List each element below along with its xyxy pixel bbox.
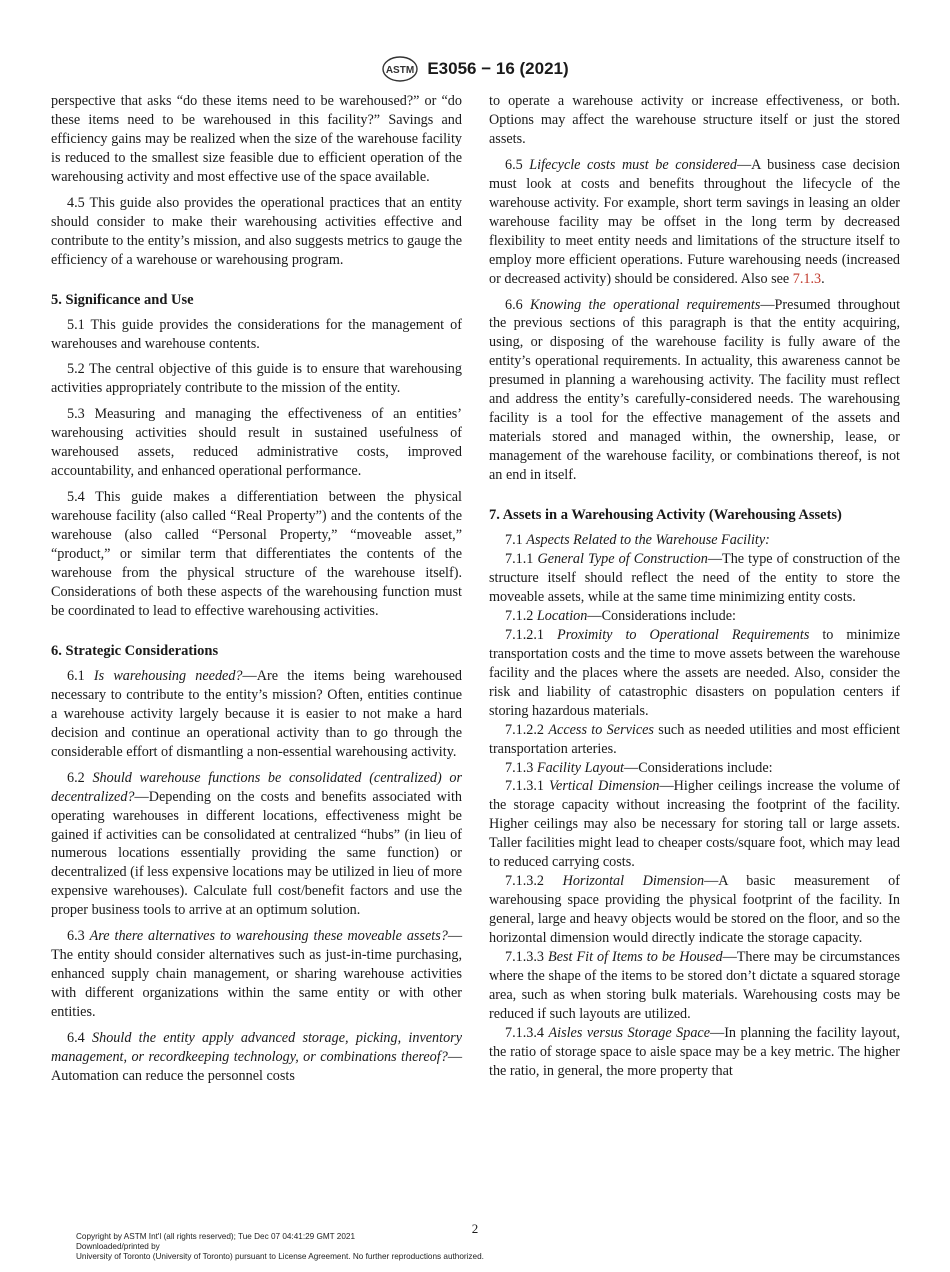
paragraph-7-1-3-1: 7.1.3.1 Vertical Dimension—Higher ceilings increase the volume of the storage capacity without increasing the footprint of the facility. Higher ceilings may also be necessary for storing tall or large assets. Taller facilities might lead to cheaper costs/square foot, which may lead to reduced carrying costs. xyxy=(489,778,901,871)
paragraph-7-1-2-2: 7.1.2.2 Access to Services such as needed utilities and most efficient transportation arteries. xyxy=(489,721,900,757)
section-5-heading: 5. Significance and Use xyxy=(51,291,194,308)
standard-designation: E3056 − 16 (2021) xyxy=(427,59,569,78)
section-6-heading: 6. Strategic Considerations xyxy=(51,642,219,659)
paragraph-7-1-3-3: 7.1.3.3 Best Fit of Items to be Housed—There may be circumstances where the shape of the items to be stored don’t dictate a squared storage area, such as when storing bulk materials. Warehousing costs may be reduced if such layouts are utilized. xyxy=(489,949,901,1022)
paragraph-6-5: 6.5 Lifecycle costs must be considered—A business case decision must look at costs and benefits throughout the lifecycle of the warehouse activity. For example, short term savings in leasing an older warehouse facility may be offset in the long term by decreased flexibility to meet entity needs and limitations of the structure itself to employ more efficient operations. Future warehousing needs (increased or decreased activity) should be considered. Also see 7.1.3. xyxy=(489,156,901,287)
page-header xyxy=(0,56,950,84)
paragraph-7-1: 7.1 Aspects Related to the Warehouse Facility: xyxy=(505,532,770,549)
copyright-footer xyxy=(76,1232,484,1262)
section-7-heading: 7. Assets in a Warehousing Activity (Warehousing Assets) xyxy=(489,507,842,524)
paragraph-5-3: 5.3 Measuring and managing the effectiveness of an entities’ warehousing activities should result in sustained usefulness of warehoused assets, reduced administrative costs, improved accountability, and enhanced operational performance. xyxy=(51,406,462,480)
paragraph-6-6: 6.6 Knowing the operational requirements—Presumed throughout the previous sections of this paragraph is that the entity acquiring, using, or disposing of the warehouse facility is fully aware of the entity’s operational requirements. In actuality, this awareness cannot be presumed in planning a warehousing activity. The facility must reflect and address the entity’s carefully-considered needs. The warehousing facility is a tool for the effective management of the assets and materials stored and managed within, the ownership, lease, or management of the warehouse facility, or combinations thereof, is not an end in itself. xyxy=(489,296,901,484)
footer-license-line: University of Toronto (University of Toronto) pursuant to License Agreement. No further reproductions authorized. xyxy=(76,1252,484,1261)
left-column xyxy=(51,92,462,1086)
paragraph-5-1: 5.1 This guide provides the considerations for the management of warehouses and warehouse contents. xyxy=(51,316,462,352)
paragraph-5-2: 5.2 The central objective of this guide is to ensure that warehousing activities appropriately contribute to the mission of the entity. xyxy=(51,361,462,397)
paragraph-5-4: 5.4 This guide makes a differentiation between the physical warehouse facility (also called “Real Property”) and the contents of the warehouse (also called “Personal Property,” “moveable asset,” “product,” or similar term that differentiates the contents of the warehouse from the physical structure of the warehouse itself). Considerations of both these aspects of the warehousing function must be coordinated to lead to effective warehousing activities. xyxy=(51,489,462,619)
paragraph-7-1-2: 7.1.2 Location—Considerations include: xyxy=(505,607,736,624)
paragraph-7-1-1: 7.1.1 General Type of Construction—The type of construction of the structure itself should reflect the need of the entity to store the moveable assets, while at the same time minimizing entity costs. xyxy=(489,551,900,605)
paragraph-7-1-3-2: 7.1.3.2 Horizontal Dimension—A basic measurement of warehousing space providing the physical footprint of the facility. In general, large and heavy objects would be stored on the floor, and so the horizontal dimension would directly indicate the storage capacity. xyxy=(489,873,900,947)
paragraph-7-1-3-4: 7.1.3.4 Aisles versus Storage Space—In planning the facility layout, the ratio of storage space to aisle space may be a key metric. The higher the ratio, in general, the more property that xyxy=(489,1024,901,1079)
paragraph-4-5: 4.5 This guide also provides the operational practices that an entity should consider to make their warehousing activities effective and contribute to the entity’s mission, and also suggests metrics to gauge the efficiency of a warehouse or warehousing program. xyxy=(51,194,462,268)
svg-text:ASTM: ASTM xyxy=(386,65,415,76)
cross-reference-link[interactable]: 7.1.3 xyxy=(792,270,822,287)
paragraph-6-1: 6.1 Is warehousing needed?—Are the items being warehoused necessary to contribute to the entity’s mission? Often, entities continue a warehouse activity largely because it is easier to not make a hard decision and continue an operational activity than to go through the considerable effort of dismantling a non-essential warehousing activity. xyxy=(51,667,462,760)
paragraph-7-1-2-1: 7.1.2.1 Proximity to Operational Requirements to minimize transportation costs and the time to move assets between the warehouse facility and the places where the assets are needed. Also, consider the risk and liability of catastrophic disasters on population centers if storing hazardous materials. xyxy=(489,626,900,719)
footer-copyright-line: Copyright by ASTM Int'l (all rights reserved); Tue Dec 07 04:41:29 GMT 2021 xyxy=(76,1232,356,1241)
paragraph-6-4: 6.4 Should the entity apply advanced storage, picking, inventory management, or recordkeeping technology, or combinations thereof?—Automation can reduce the personnel costs xyxy=(51,1030,462,1084)
paragraph-continuation-right: to operate a warehouse activity or increase effectiveness, or both. Options may affect the warehouse structure itself or just the stored assets. xyxy=(489,93,900,147)
astm-logo-icon xyxy=(381,56,419,82)
paragraph-6-2: 6.2 Should warehouse functions be consolidated (centralized) or decentralized?—Depending on the costs and benefits associated with operating warehouses in different locations, effectiveness might be gained if activities can be consolidated at centralized “hubs” (in lieu of numerous locations essentially providing the same function) or decentralized (if less expensive locations may be utilized in lieu of more expensive warehouses). Calculate full cost/benefit factors and use the proper business tools to arrive at an optimum solution. xyxy=(51,769,463,919)
footer-downloaded-line: Downloaded/printed by xyxy=(76,1242,160,1251)
paragraph-7-1-3: 7.1.3 Facility Layout—Considerations include: xyxy=(505,759,773,776)
paragraph-continuation: perspective that asks “do these items need to be warehoused?” or “do these items need to be warehoused in this facility?” Savings and efficiency gains may be realized when the size of the warehouse facility is reduced to the smallest size feasible due to efficient operation of the warehousing activity and most effective use of the space available. xyxy=(51,93,462,185)
paragraph-6-3: 6.3 Are there alternatives to warehousing these moveable assets?—The entity should consider alternatives such as just-in-time purchasing, enhanced supply chain management, or sharing warehouse activities with different organizations within the same entity or with other entities. xyxy=(51,928,462,1021)
right-column xyxy=(489,92,900,1081)
page-number: 2 xyxy=(471,1221,479,1236)
